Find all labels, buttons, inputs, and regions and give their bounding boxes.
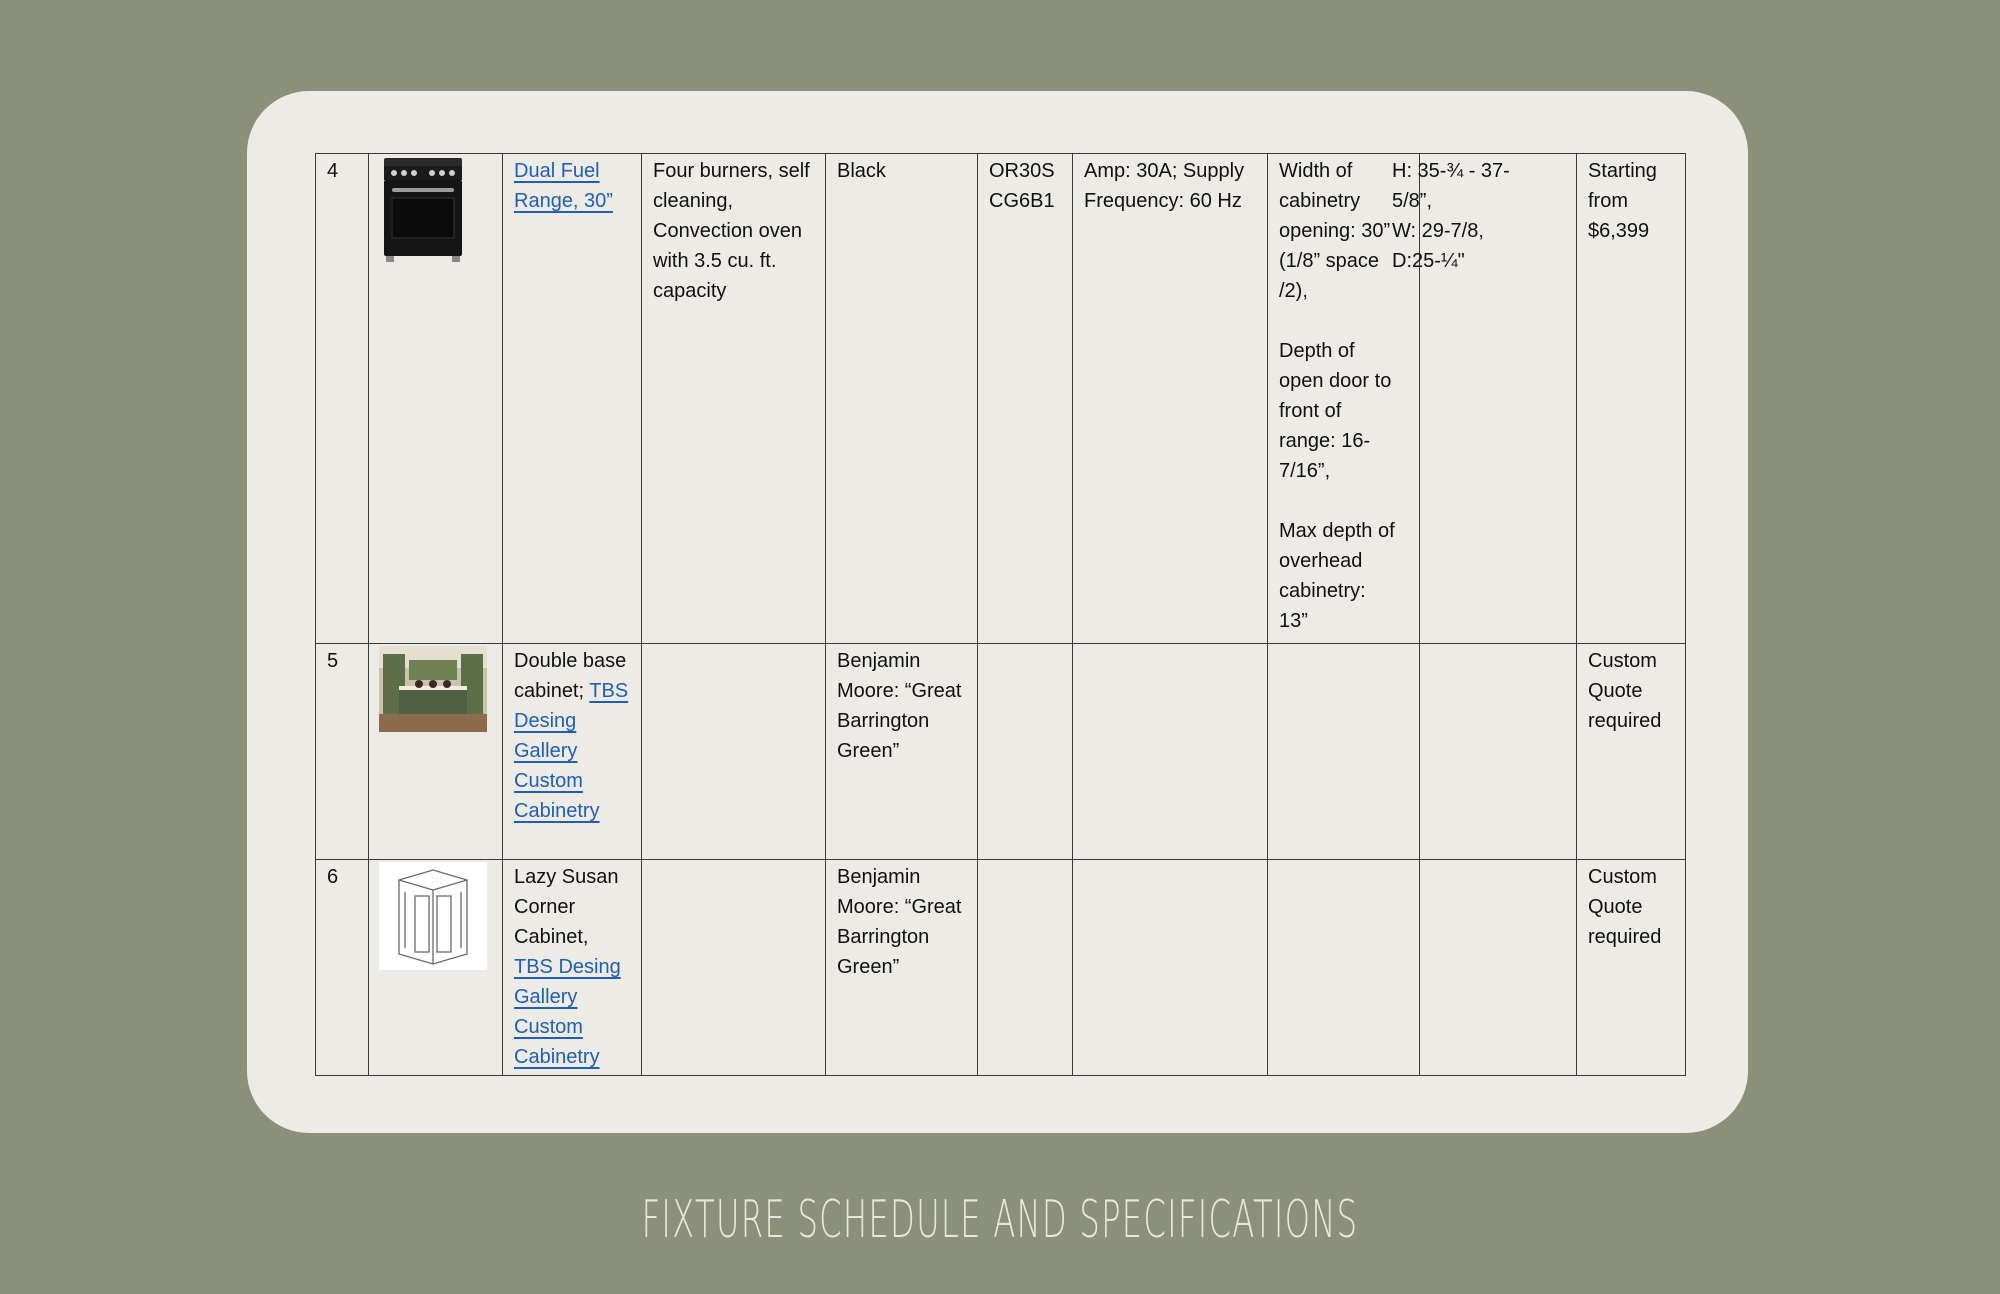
dimensions-cell [1420, 644, 1577, 860]
image-cell [369, 644, 503, 860]
description-cell [642, 644, 826, 860]
clearance-line: front of [1279, 400, 1342, 422]
clearance-line: overhead [1279, 550, 1363, 572]
clearance-line: (1/8” space [1279, 250, 1380, 272]
fixture-schedule-table [315, 153, 1686, 1076]
product-link-tbs-cabinetry[interactable]: TBS Desing Gallery Custom Cabinetry [514, 956, 621, 1068]
description-cell [642, 860, 826, 1076]
clearance-line: range: 16- [1279, 430, 1371, 452]
clearance-line: open door to [1279, 370, 1392, 392]
table-row [316, 644, 1686, 860]
price-text: Starting from $6,399 [1577, 154, 1686, 644]
price-text: Custom Quote required [1577, 644, 1686, 860]
lazy-susan-cabinet-drawing [379, 862, 487, 970]
clearance-cell [1268, 154, 1510, 644]
dimension-line: 5/8”, [1392, 190, 1433, 212]
table-row [316, 860, 1686, 1076]
description-text: Four burners, self cleaning, Convection oven with 3.5 cu. ft. capacity [642, 154, 826, 644]
color-text: Benjamin Moore: “Great Barrington Green” [826, 644, 978, 860]
clearance-line: 13” [1279, 610, 1308, 632]
electrical-cell [1073, 644, 1268, 860]
clearance-cell [1268, 860, 1420, 1076]
clearance-line: Width of [1279, 160, 1353, 182]
clearance-line: Max depth of [1279, 520, 1395, 542]
clearance-cell [1268, 644, 1420, 860]
name-cell [503, 860, 642, 1076]
price-text: Custom Quote required [1577, 860, 1686, 1076]
dimension-line: D:25-¼" [1392, 250, 1465, 272]
image-cell [369, 860, 503, 1076]
color-text: Black [826, 154, 978, 644]
model-cell [978, 644, 1073, 860]
product-link-tbs-cabinetry[interactable]: TBS Desing Gallery Custom Cabinetry [514, 680, 629, 822]
page-title: FIXTURE SCHEDULE AND SPECIFICATIONS [641, 1190, 1359, 1250]
item-number: 4 [316, 154, 369, 644]
product-name: Lazy Susan Corner Cabinet, [514, 866, 619, 948]
item-number: 5 [316, 644, 369, 860]
kitchen-photo [379, 646, 487, 732]
range-oven-icon [382, 156, 464, 264]
item-number: 6 [316, 860, 369, 1076]
color-text: Benjamin Moore: “Great Barrington Green” [826, 860, 978, 1076]
clearance-line: Depth of [1279, 340, 1355, 362]
clearance-line: cabinetry [1279, 190, 1361, 212]
dimension-line: H: 35-¾ - 37- [1392, 160, 1510, 182]
product-name: Double base cabinet; [514, 650, 627, 702]
clearance-line: cabinetry: [1279, 580, 1366, 602]
dimensions-block [1392, 156, 1542, 276]
clearance-line: opening: 30” [1279, 220, 1391, 242]
image-cell [369, 154, 503, 644]
clearance-line: /2), [1279, 280, 1308, 302]
model-cell [978, 860, 1073, 1076]
electrical-text: Amp: 30A; Supply Frequency: 60 Hz [1073, 154, 1268, 644]
clearance-line: 7/16”, [1279, 460, 1331, 482]
electrical-cell [1073, 860, 1268, 1076]
table-row [316, 154, 1686, 644]
model-text: OR30S CG6B1 [978, 154, 1073, 644]
dimension-line: W: 29-7/8, [1392, 220, 1484, 242]
name-cell [503, 644, 642, 860]
product-link-dual-fuel-range[interactable]: Dual Fuel Range, 30” [514, 160, 613, 212]
dimensions-cell [1420, 860, 1577, 1076]
